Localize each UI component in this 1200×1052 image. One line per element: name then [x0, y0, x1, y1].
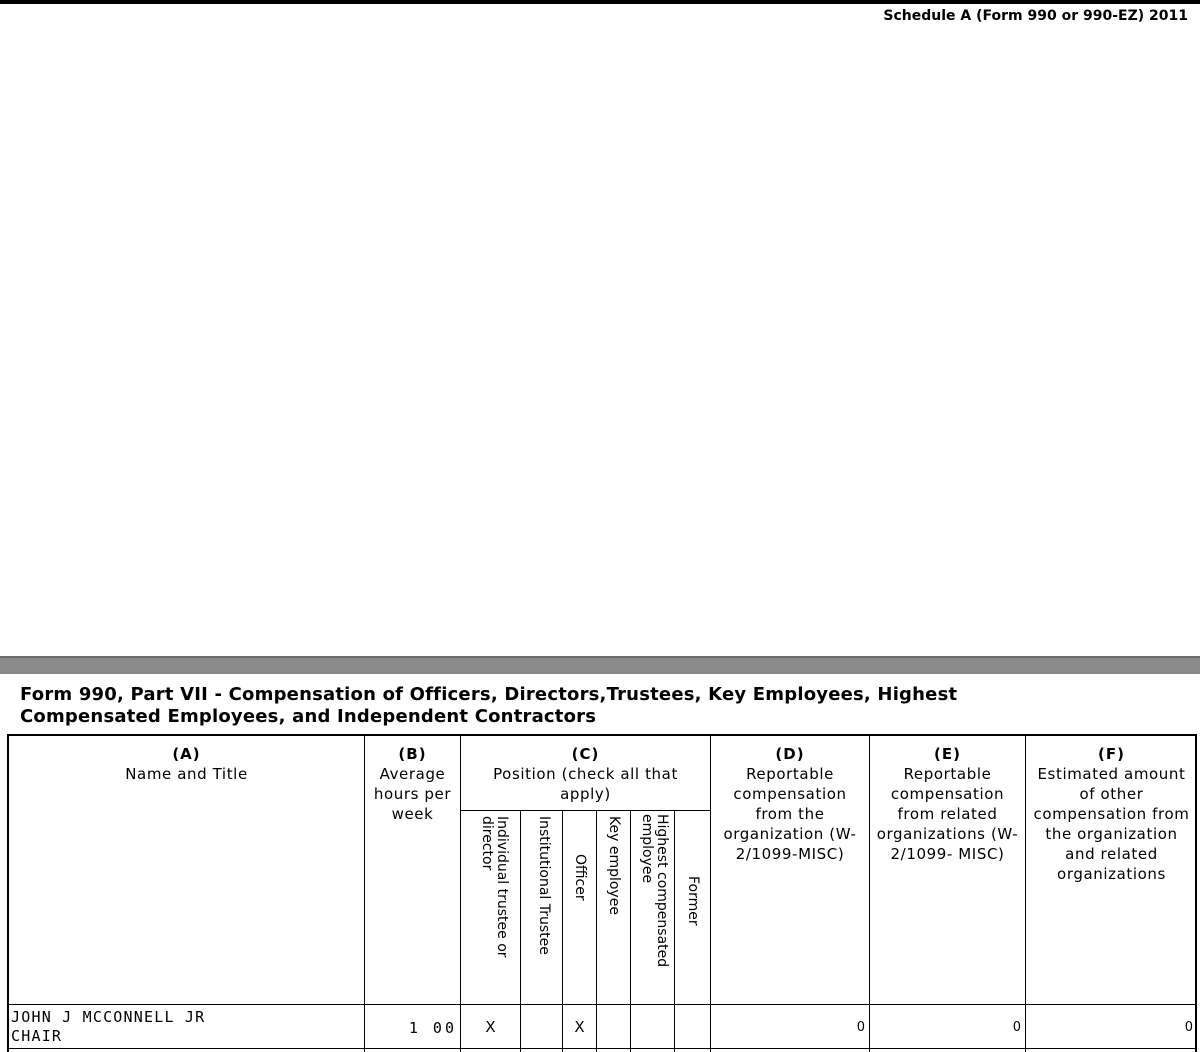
top-rule [0, 0, 1200, 4]
officer-name: JOHN J MCCONNELL JR [11, 1008, 206, 1026]
subhead-institutional-trustee: Institutional Trustee [536, 816, 552, 955]
part-heading [20, 684, 1180, 728]
check-officer: X [574, 1018, 585, 1036]
comp-related-value: 0 [1012, 1020, 1021, 1035]
col-e-header: (E) Reportable compensation from related organizations (W- 2/1099- MISC) [876, 745, 1019, 863]
compensation-table [7, 734, 1197, 1052]
part-heading-line2: Compensated Employees, and Independent Contractors [20, 706, 597, 727]
col-b-header: (B) Average hours per week [373, 745, 452, 823]
comp-org-value: 0 [856, 1020, 865, 1035]
table-row [11, 1008, 205, 1046]
subhead-former: Former [685, 876, 701, 926]
row-bottom-rule [9, 1048, 1197, 1049]
col-c-header: (C) Position (check all that apply) [493, 745, 678, 803]
col-d-header: (D) Reportable compensation from the organization (W- 2/1099-MISC) [723, 745, 857, 863]
comp-other-value: 0 [1184, 1020, 1193, 1035]
part-heading-line1: Form 990, Part VII - Compensation of Officers, Directors,Trustees, Key Employees, Highest [20, 684, 958, 705]
subhead-key-employee: Key employee [606, 816, 622, 915]
col-f-header: (F) Estimated amount of other compensation from the organization and related organizations [1033, 745, 1190, 883]
hours-per-week: 1 00 [408, 1019, 457, 1037]
officer-title: CHAIR [11, 1027, 63, 1045]
schedule-footer: Schedule A (Form 990 or 990-EZ) 2011 [883, 8, 1188, 24]
subhead-officer: Officer [572, 854, 588, 901]
section-divider-band [0, 656, 1200, 674]
header-bottom-rule [9, 1004, 1197, 1005]
subhead-highest-compensated: Highest compensated employee [639, 814, 670, 968]
col-a-header: (A) Name and Title [125, 745, 248, 783]
subhead-individual-trustee: Individual trustee or director [479, 816, 510, 958]
check-individual-trustee: X [485, 1018, 496, 1036]
